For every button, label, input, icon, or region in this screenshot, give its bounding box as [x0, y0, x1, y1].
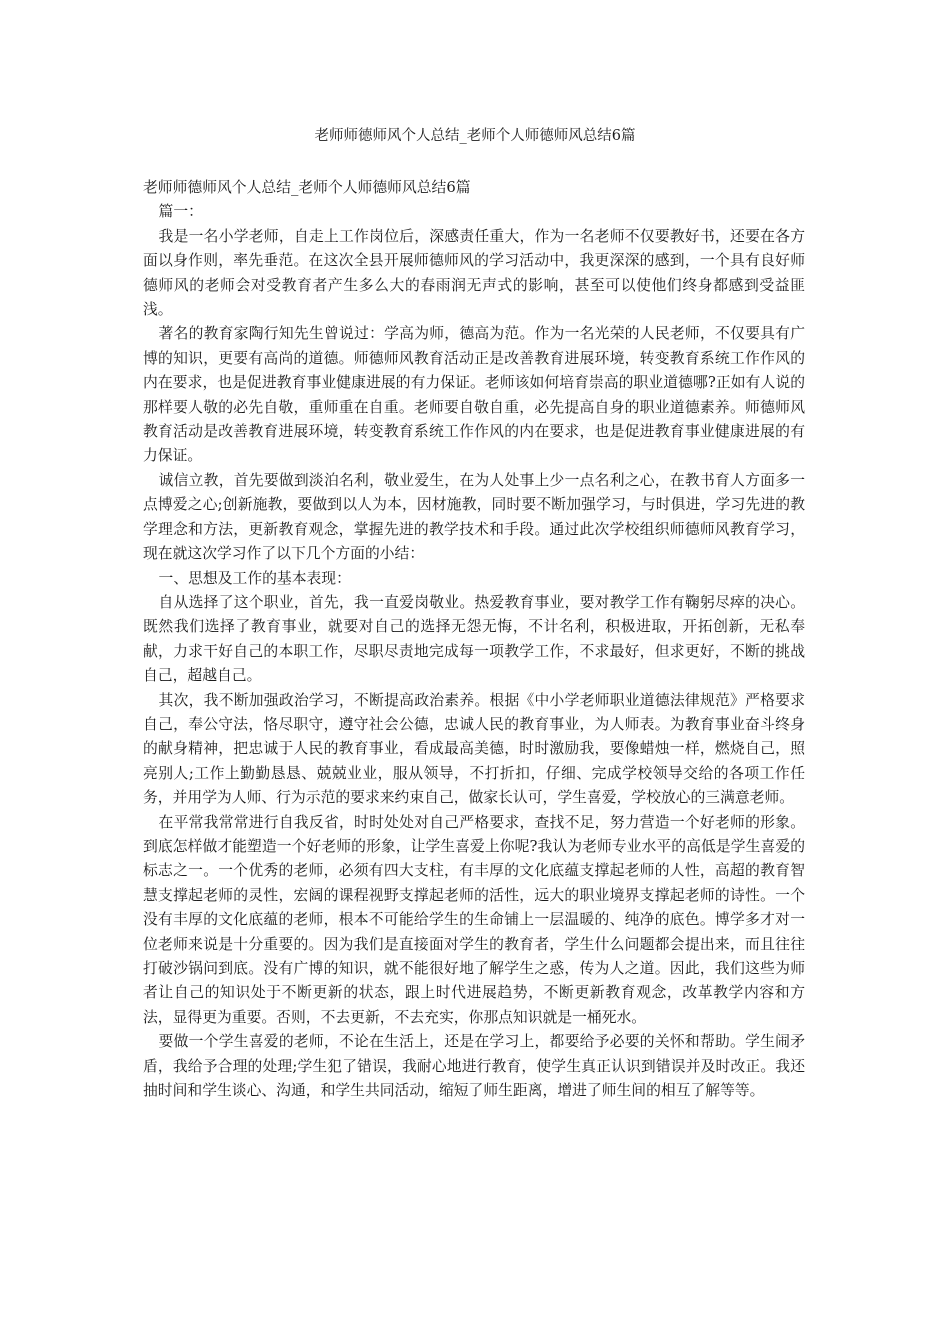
paragraph: 我是一名小学老师，自走上工作岗位后，深感责任重大，作为一名老师不仅要教好书，还要在各方面以身作则，率先垂范。在这次全县开展师德师风的学习活动中，我更深深的感到，一个具有良好师德师风的老师会对受教育者产生多么大的春雨润无声式的影响，甚至可以使他们终身都感到受益匪浅。 [143, 227, 805, 319]
paragraph: 自从选择了这个职业，首先，我一直爱岗敬业。热爱教育事业，要对教学工作有鞠躬尽瘁的决心。既然我们选择了教育事业，就要对自己的选择无怨无悔，不计名利，积极进取，开拓创新，无私奉献，力求干好自己的本职工作，尽职尽责地完成每一项教学工作，不求最好，但求更好，不断的挑战自己，超越自己。 [143, 593, 805, 685]
section-heading: 一、思想及工作的基本表现： [158, 569, 351, 587]
document-body [143, 176, 805, 1103]
section-heading-part-one: 篇一： [158, 203, 203, 221]
paragraph: 著名的教育家陶行知先生曾说过：学高为师，德高为范。作为一名光荣的人民老师，不仅要具有广博的知识，更要有高尚的道德。师德师风教育活动正是改善教育进展环境，转变教育系统工作作风的内在要求，也是促进教育事业健康进展的有力保证。老师该如何培育崇高的职业道德哪?正如有人说的那样要人敬的必先自敬，重师重在自重。老师要自敬自重，必先提高自身的职业道德素养。师德师风教育活动是改善教育进展环境，转变教育系统工作作风的内在要求，也是促进教育事业健康进展的有力保证。 [143, 325, 805, 465]
page-title: 老师师德师风个人总结_老师个人师德师风总结6篇 [314, 128, 636, 144]
paragraph: 在平常我常常进行自我反省，时时处处对自己严格要求，查找不足，努力营造一个好老师的形象。到底怎样做才能塑造一个好老师的形象，让学生喜爱上你呢?我认为老师专业水平的高低是学生喜爱的标志之一。一个优秀的老师，必须有四大支柱，有丰厚的文化底蕴支撑起老师的人性，高超的教育智慧支撑起老师的灵性，宏阔的课程视野支撑起老师的活性，远大的职业境界支撑起老师的诗性。一个没有丰厚的文化底蕴的老师，根本不可能给学生的生命铺上一层温暖的、纯净的底色。博学多才对一位老师来说是十分重要的。因为我们是直接面对学生的教育者，学生什么问题都会提出来，而且往往打破沙锅问到底。没有广博的知识，就不能很好地了解学生之惑，传为人之道。因此，我们这些为师者让自己的知识处于不断更新的状态，跟上时代进展趋势，不断更新教育观念，改革教学内容和方法，显得更为重要。否则，不去更新，不去充实，你那点知识就是一桶死水。 [143, 813, 805, 1026]
document-subtitle: 老师师德师风个人总结_老师个人师德师风总结6篇 [143, 179, 471, 196]
paragraph: 诚信立教，首先要做到淡泊名利，敬业爱生，在为人处事上少一点名利之心，在教书育人方面多一点博爱之心;创新施教，要做到以人为本，因材施教，同时要不断加强学习，与时俱进，学习先进的教学理念和方法，更新教育观念，掌握先进的教学技术和手段。通过此次学校组织师德师风教育学习，现在就这次学习作了以下几个方面的小结： [143, 471, 805, 563]
paragraph: 要做一个学生喜爱的老师，不论在生活上，还是在学习上，都要给予必要的关怀和帮助。学生闹矛盾，我给予合理的处理;学生犯了错误，我耐心地进行教育，使学生真正认识到错误并及时改正。我还抽时间和学生谈心、沟通，和学生共同活动，缩短了师生距离，增进了师生间的相互了解等等。 [143, 1033, 805, 1100]
paragraph: 其次，我不断加强政治学习，不断提高政治素养。根据《中小学老师职业道德法律规范》严格要求自己，奉公守法，恪尽职守，遵守社会公德，忠诚人民的教育事业，为人师表。为教育事业奋斗终身的献身精神，把忠诚于人民的教育事业，看成最高美德，时时激励我，要像蜡烛一样，燃烧自己，照亮别人;工作上勤勤恳恳、兢兢业业，服从领导，不打折扣，仔细、完成学校领导交给的各项工作任务，并用学为人师、行为示范的要求来约束自己，做家长认可，学生喜爱，学校放心的三满意老师。 [143, 691, 805, 807]
